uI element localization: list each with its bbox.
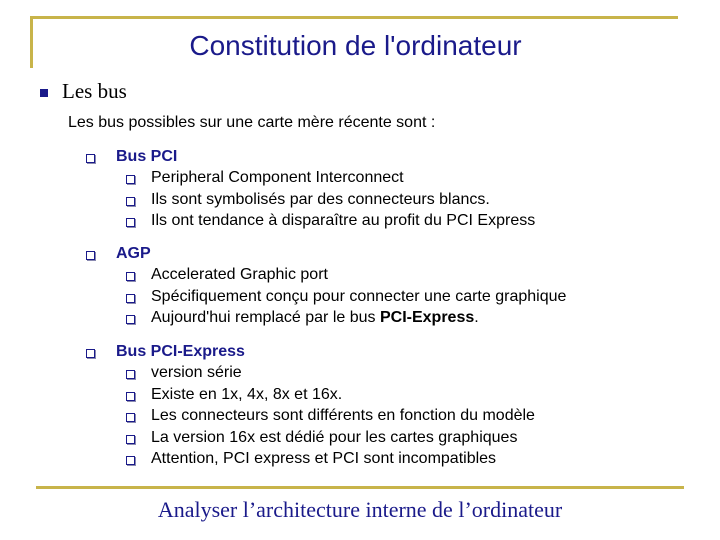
item-bullet-icon xyxy=(126,315,135,324)
item-text-suffix: . xyxy=(474,309,479,326)
section-bullet-icon xyxy=(40,89,48,97)
list-item: Accelerated Graphic port xyxy=(151,266,328,283)
group-title-pci: Bus PCI xyxy=(116,148,178,165)
list-item: Spécifiquement conçu pour connecter une carte graphique xyxy=(151,288,567,305)
intro-text: Les bus possibles sur une carte mère récente sont : xyxy=(68,114,436,131)
section-heading: Les bus xyxy=(62,79,127,103)
item-bullet-icon xyxy=(126,392,135,401)
list-item: Ils sont symbolisés par des connecteurs blancs. xyxy=(151,191,490,208)
list-item: Attention, PCI express et PCI sont incompatibles xyxy=(151,450,497,467)
list-item xyxy=(151,309,479,327)
item-bullet-icon xyxy=(126,435,135,444)
footer-divider xyxy=(36,486,684,489)
item-bullet-icon xyxy=(126,218,135,227)
item-bullet-icon xyxy=(126,197,135,206)
item-bullet-icon xyxy=(126,370,135,379)
page-title: Constitution de l'ordinateur xyxy=(189,30,522,61)
group-bullet-icon xyxy=(86,349,95,358)
list-item: Existe en 1x, 4x, 8x et 16x. xyxy=(151,386,343,403)
list-item: Les connecteurs sont différents en fonction du modèle xyxy=(151,407,535,424)
item-text-bold: PCI-Express xyxy=(379,309,475,326)
item-bullet-icon xyxy=(126,456,135,465)
group-title-pci-express: Bus PCI-Express xyxy=(116,343,245,360)
list-item: Peripheral Component Interconnect xyxy=(151,169,404,186)
frame-top-line xyxy=(30,16,678,19)
item-text-prefix: Aujourd'hui remplacé par le bus xyxy=(151,309,380,326)
footer-text: Analyser l’architecture interne de l’ordinateur xyxy=(157,497,563,522)
item-bullet-icon xyxy=(126,272,135,281)
item-bullet-icon xyxy=(126,175,135,184)
item-bullet-icon xyxy=(126,413,135,422)
list-item: version série xyxy=(151,364,242,381)
group-bullet-icon xyxy=(86,154,95,163)
list-item: Ils ont tendance à disparaître au profit du PCI Express xyxy=(151,212,536,229)
group-title-agp: AGP xyxy=(116,245,151,262)
group-bullet-icon xyxy=(86,251,95,260)
list-item: La version 16x est dédié pour les cartes graphiques xyxy=(151,429,518,446)
item-bullet-icon xyxy=(126,294,135,303)
